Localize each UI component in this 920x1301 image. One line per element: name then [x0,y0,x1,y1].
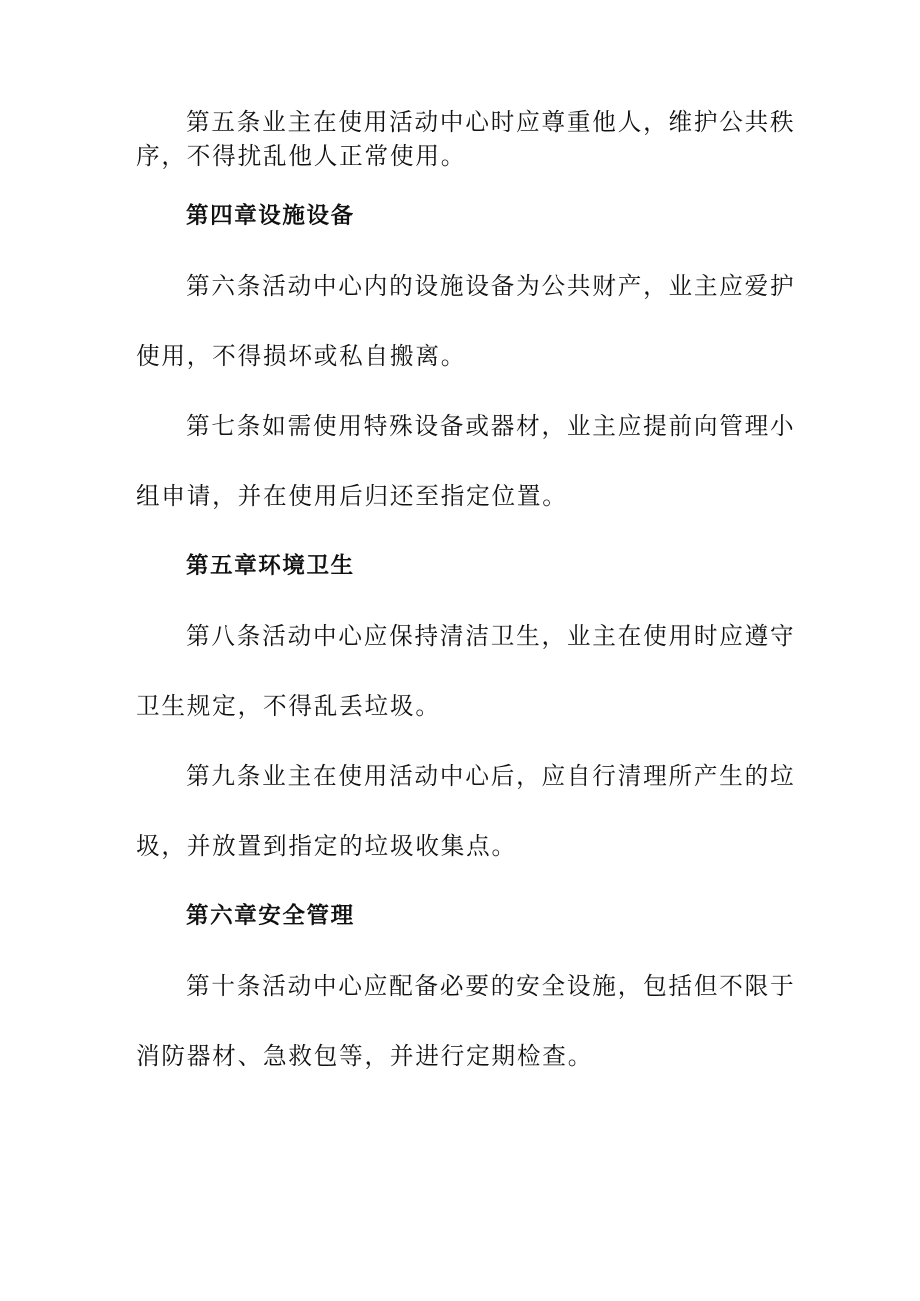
chapter-4-heading: 第四章设施设备 [186,203,355,229]
article-5-line-2: 序，不得扰乱他人正常使用。 [136,142,467,170]
chapter-6-heading: 第六章安全管理 [186,903,355,929]
article-7-line-2: 组申请，并在使用后归还至指定位置。 [136,482,568,510]
article-8-line-2: 卫生规定，不得乱丢垃圾。 [136,692,441,720]
article-9-line-1: 第九条业主在使用活动中心后，应自行清理所产生的垃 [186,762,796,790]
article-8-line-1: 第八条活动中心应保持清洁卫生，业主在使用时应遵守 [186,622,796,650]
article-7-line-1: 第七条如需使用特殊设备或器材，业主应提前向管理小 [186,412,796,440]
article-6-line-1: 第六条活动中心内的设施设备为公共财产，业主应爱护 [186,272,796,300]
article-10-line-2: 消防器材、急救包等，并进行定期检查。 [136,1042,594,1070]
article-6-line-2: 使用，不得损坏或私自搬离。 [136,342,467,370]
article-9-line-2: 圾，并放置到指定的垃圾收集点。 [136,832,517,860]
chapter-5-heading: 第五章环境卫生 [186,553,355,579]
article-10-line-1: 第十条活动中心应配备必要的安全设施，包括但不限于 [186,972,796,1000]
article-5-line-1: 第五条业主在使用活动中心时应尊重他人，维护公共秩 [186,108,796,136]
